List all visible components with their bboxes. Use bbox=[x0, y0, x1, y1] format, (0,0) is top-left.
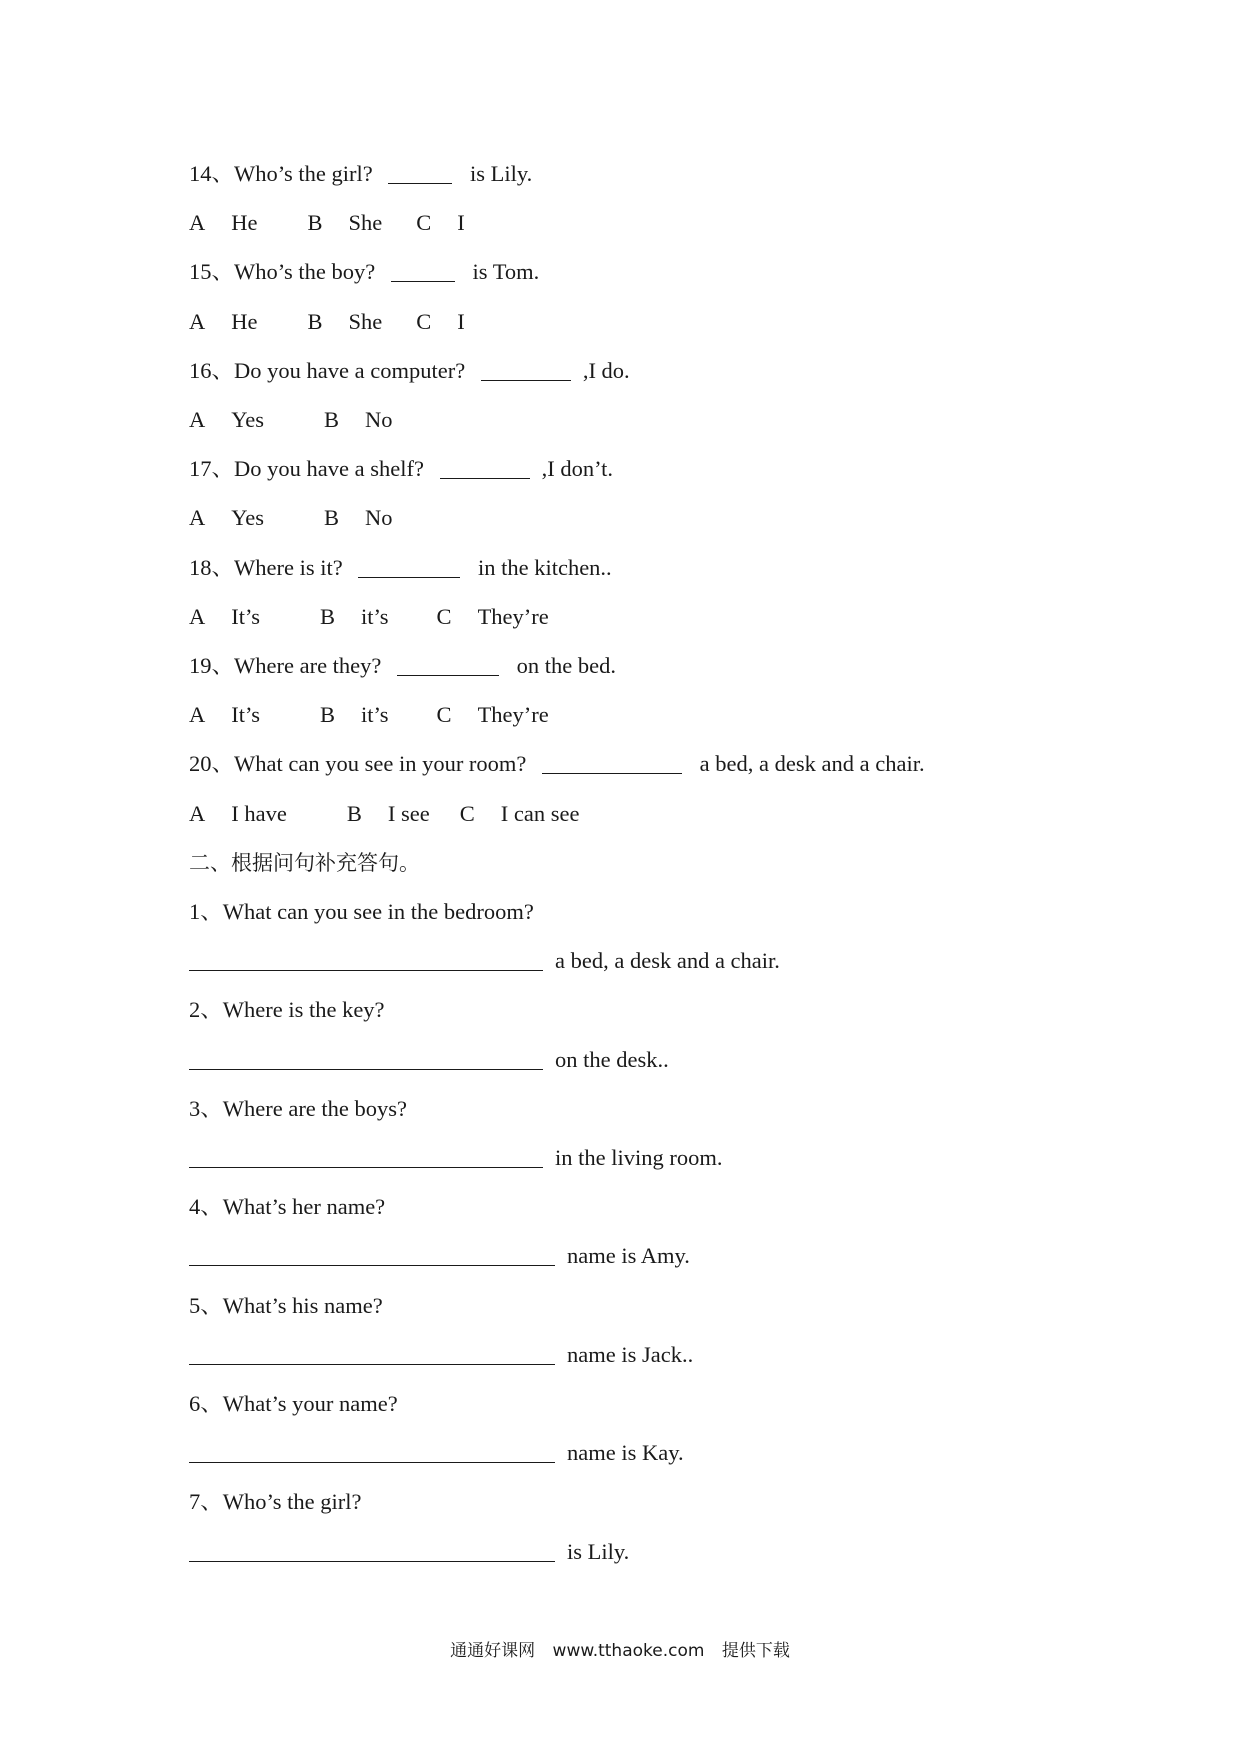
option-c[interactable] bbox=[437, 603, 549, 631]
question-number: 19、 bbox=[189, 653, 235, 678]
question-text: Do you have a shelf? bbox=[234, 456, 430, 481]
question-19 bbox=[189, 652, 616, 680]
option-c[interactable] bbox=[460, 800, 580, 828]
option-letter: B bbox=[320, 604, 336, 629]
option-text: I bbox=[457, 210, 465, 235]
footer bbox=[0, 1636, 1240, 1661]
answer-blank[interactable] bbox=[189, 1442, 555, 1463]
question-text: Where are they? bbox=[234, 653, 388, 678]
option-a[interactable] bbox=[189, 701, 260, 729]
qa-answer-line bbox=[189, 1242, 690, 1270]
answer-blank[interactable] bbox=[397, 655, 499, 676]
option-text: It’s bbox=[231, 604, 261, 629]
options-row bbox=[189, 308, 465, 336]
option-a[interactable] bbox=[189, 209, 258, 237]
option-text: it’s bbox=[361, 604, 389, 629]
question-tail: is Tom. bbox=[466, 259, 540, 284]
qa-question-text: 2、Where is the key? bbox=[189, 997, 385, 1022]
qa-answer-text: name is Kay. bbox=[567, 1440, 684, 1465]
options-row bbox=[189, 209, 465, 237]
section-title-text: 二、根据问句补充答句。 bbox=[189, 851, 420, 875]
question-text: Do you have a computer? bbox=[234, 358, 471, 383]
option-letter: A bbox=[189, 702, 206, 727]
option-b[interactable] bbox=[320, 603, 389, 631]
option-text: I can see bbox=[500, 801, 580, 826]
qa-question bbox=[189, 1095, 407, 1123]
option-letter: B bbox=[307, 309, 323, 334]
option-b[interactable] bbox=[308, 308, 383, 336]
option-b[interactable] bbox=[308, 209, 383, 237]
qa-answer-text: on the desk.. bbox=[555, 1047, 669, 1072]
options-row bbox=[189, 504, 393, 532]
answer-blank[interactable] bbox=[440, 458, 530, 479]
option-letter: A bbox=[189, 309, 206, 334]
question-tail: on the bed. bbox=[511, 653, 617, 678]
option-letter: A bbox=[189, 801, 206, 826]
option-letter: C bbox=[416, 210, 432, 235]
option-letter: B bbox=[324, 505, 340, 530]
option-text: Yes bbox=[231, 505, 264, 530]
qa-answer-line bbox=[189, 1046, 669, 1074]
answer-blank[interactable] bbox=[189, 950, 543, 971]
question-text: Where is it? bbox=[234, 555, 349, 580]
option-c[interactable] bbox=[416, 308, 465, 336]
qa-question-text: 5、What’s his name? bbox=[189, 1293, 383, 1318]
question-number: 14、 bbox=[189, 161, 235, 186]
option-text: He bbox=[231, 210, 258, 235]
option-text: Yes bbox=[231, 407, 264, 432]
option-letter: B bbox=[320, 702, 336, 727]
qa-answer-line bbox=[189, 1538, 629, 1566]
option-text: No bbox=[365, 407, 393, 432]
answer-blank[interactable] bbox=[481, 360, 571, 381]
qa-question-text: 1、What can you see in the bedroom? bbox=[189, 899, 534, 924]
options-row bbox=[189, 800, 579, 828]
question-number: 15、 bbox=[189, 259, 235, 284]
question-tail: is Lily. bbox=[464, 161, 533, 186]
question-20 bbox=[189, 750, 925, 778]
option-a[interactable] bbox=[189, 308, 258, 336]
option-text: it’s bbox=[361, 702, 389, 727]
question-15 bbox=[189, 258, 539, 286]
option-letter: B bbox=[324, 407, 340, 432]
qa-question bbox=[189, 1488, 361, 1516]
qa-question bbox=[189, 1390, 398, 1418]
section-2-title bbox=[189, 849, 420, 877]
answer-blank[interactable] bbox=[388, 163, 452, 184]
question-tail: a bed, a desk and a chair. bbox=[694, 751, 925, 776]
question-17 bbox=[189, 455, 613, 483]
option-letter: A bbox=[189, 505, 206, 530]
option-b[interactable] bbox=[320, 701, 389, 729]
answer-blank[interactable] bbox=[189, 1541, 555, 1562]
question-tail: in the kitchen.. bbox=[472, 555, 612, 580]
answer-blank[interactable] bbox=[358, 557, 460, 578]
question-tail: ,I do. bbox=[582, 358, 630, 383]
options-row bbox=[189, 406, 393, 434]
option-text: No bbox=[365, 505, 393, 530]
option-letter: C bbox=[436, 702, 452, 727]
qa-question bbox=[189, 898, 534, 926]
option-letter: C bbox=[459, 801, 475, 826]
qa-question-text: 4、What’s her name? bbox=[189, 1194, 386, 1219]
qa-question-text: 7、Who’s the girl? bbox=[189, 1489, 362, 1514]
option-text: She bbox=[348, 210, 383, 235]
option-b[interactable] bbox=[324, 504, 393, 532]
option-text: They’re bbox=[477, 702, 549, 727]
qa-answer-line bbox=[189, 1341, 693, 1369]
answer-blank[interactable] bbox=[542, 753, 682, 774]
option-b[interactable] bbox=[324, 406, 393, 434]
option-letter: B bbox=[346, 801, 362, 826]
option-letter: A bbox=[189, 604, 206, 629]
option-b[interactable] bbox=[347, 800, 430, 828]
question-number: 17、 bbox=[189, 456, 235, 481]
option-a[interactable] bbox=[189, 800, 287, 828]
option-letter: A bbox=[189, 210, 206, 235]
option-a[interactable] bbox=[189, 603, 260, 631]
option-text: I see bbox=[387, 801, 430, 826]
option-letter: A bbox=[189, 407, 206, 432]
qa-question-text: 6、What’s your name? bbox=[189, 1391, 398, 1416]
qa-answer-line bbox=[189, 1144, 723, 1172]
qa-answer-line bbox=[189, 947, 780, 975]
answer-blank[interactable] bbox=[189, 1147, 543, 1168]
options-row bbox=[189, 701, 549, 729]
answer-blank[interactable] bbox=[189, 1344, 555, 1365]
qa-answer-text: is Lily. bbox=[567, 1539, 630, 1564]
qa-question bbox=[189, 996, 385, 1024]
option-c[interactable] bbox=[437, 701, 549, 729]
answer-blank[interactable] bbox=[189, 1245, 555, 1266]
qa-answer-text: name is Amy. bbox=[567, 1243, 690, 1268]
question-14 bbox=[189, 160, 532, 188]
footer-url: www.tthaoke.com bbox=[552, 1641, 705, 1661]
qa-answer-line bbox=[189, 1439, 684, 1467]
qa-answer-text: name is Jack.. bbox=[567, 1342, 694, 1367]
qa-question bbox=[189, 1292, 383, 1320]
question-number: 20、 bbox=[189, 751, 235, 776]
question-number: 18、 bbox=[189, 555, 235, 580]
option-c[interactable] bbox=[416, 209, 465, 237]
answer-blank[interactable] bbox=[189, 1049, 543, 1070]
qa-question-text: 3、Where are the boys? bbox=[189, 1096, 408, 1121]
options-row bbox=[189, 603, 549, 631]
qa-answer-text: a bed, a desk and a chair. bbox=[555, 948, 780, 973]
answer-blank[interactable] bbox=[391, 261, 455, 282]
question-18 bbox=[189, 554, 612, 582]
option-letter: C bbox=[416, 309, 432, 334]
qa-question bbox=[189, 1193, 385, 1221]
option-text: They’re bbox=[477, 604, 549, 629]
option-text: It’s bbox=[231, 702, 261, 727]
footer-brand: 通通好课网 bbox=[450, 1641, 536, 1661]
question-text: Who’s the boy? bbox=[234, 259, 381, 284]
option-letter: C bbox=[436, 604, 452, 629]
question-text: Who’s the girl? bbox=[234, 161, 379, 186]
footer-tail: 提供下载 bbox=[721, 1641, 790, 1661]
option-a[interactable] bbox=[189, 406, 264, 434]
option-text: I bbox=[457, 309, 465, 334]
question-number: 16、 bbox=[189, 358, 235, 383]
option-a[interactable] bbox=[189, 504, 264, 532]
question-text: What can you see in your room? bbox=[234, 751, 533, 776]
option-text: He bbox=[231, 309, 258, 334]
option-text: I have bbox=[231, 801, 287, 826]
qa-answer-text: in the living room. bbox=[555, 1145, 723, 1170]
question-16 bbox=[189, 357, 630, 385]
question-tail: ,I don’t. bbox=[541, 456, 614, 481]
option-text: She bbox=[348, 309, 383, 334]
option-letter: B bbox=[307, 210, 323, 235]
